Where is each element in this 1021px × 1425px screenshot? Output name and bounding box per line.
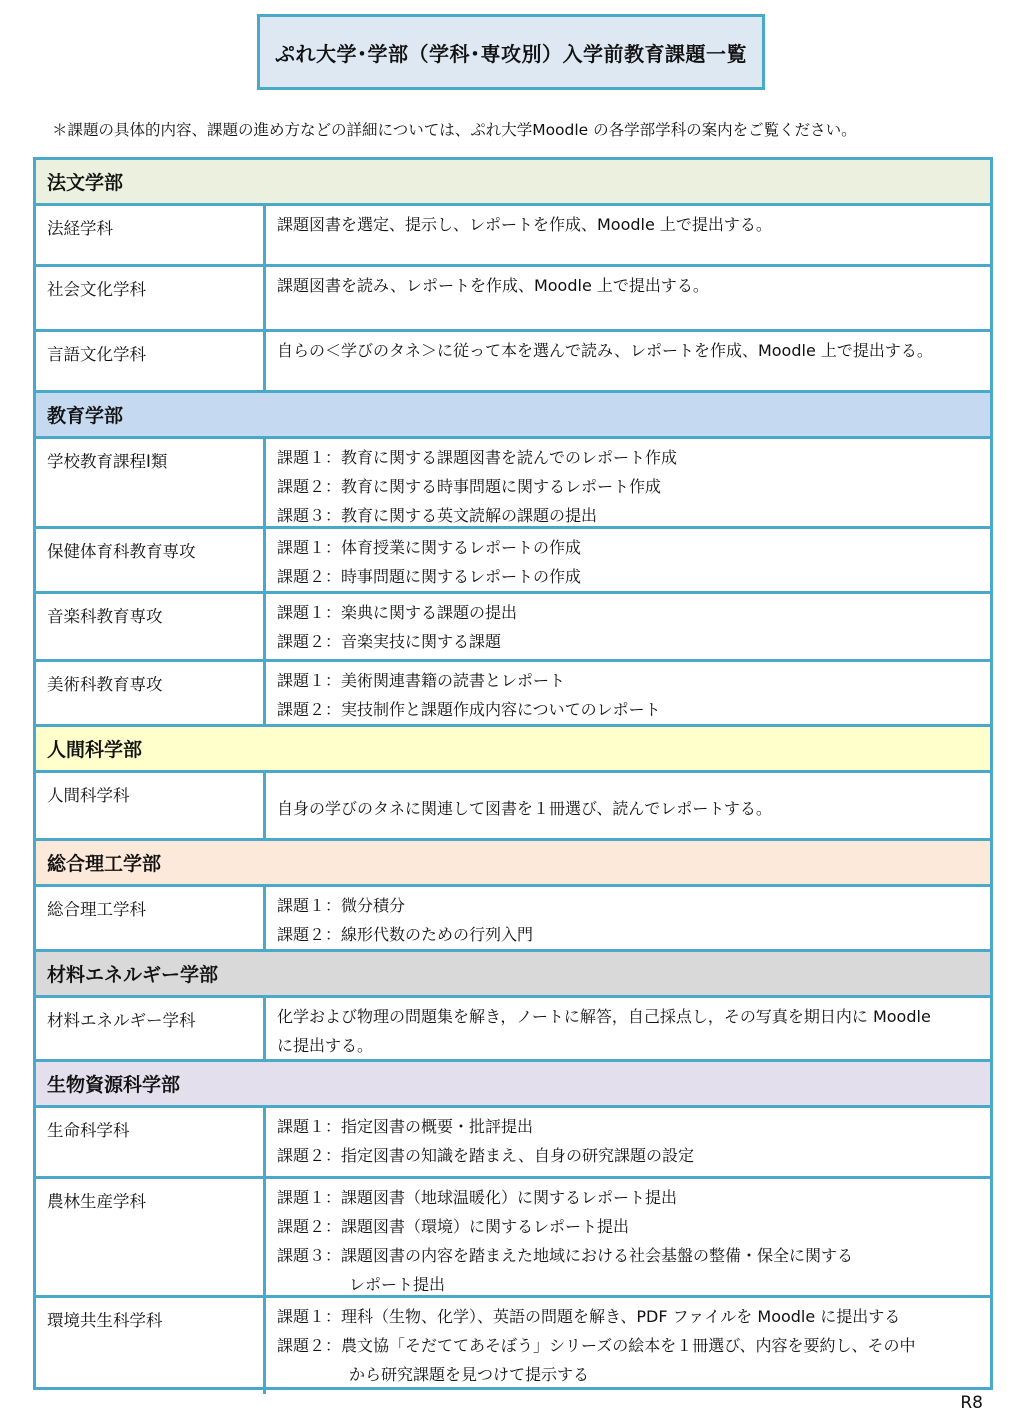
faculty-header: 人間科学部	[36, 727, 990, 773]
department-task	[266, 887, 990, 949]
task-line: 課題１：理科（生物、化学）、英語の問題を解き、PDF ファイルを Moodle に提出する	[277, 1307, 901, 1326]
page-title: ぷれ大学･学部（学科･専攻別）入学前教育課題一覧	[257, 14, 765, 90]
department-name: 保健体育科教育専攻	[36, 529, 266, 591]
task-line: 自身の学びのタネに関連して図書を１冊選び、読んでレポートする。	[277, 799, 772, 818]
task-line: 課題２：線形代数のための行列入門	[277, 925, 534, 944]
faculty-header: 法文学部	[36, 160, 990, 206]
footer-code: R8	[960, 1393, 983, 1413]
task-line: 課題１：美術関連書籍の読書とレポート	[277, 671, 566, 690]
department-name: 環境共生科学科	[36, 1298, 266, 1394]
department-name: 農林生産学科	[36, 1179, 266, 1295]
task-line: 課題１：体育授業に関するレポートの作成	[277, 538, 582, 557]
department-name: 音楽科教育専攻	[36, 594, 266, 659]
task-line: 課題図書を選定、提示し、レポートを作成、Moodle 上で提出する。	[277, 215, 772, 234]
department-task	[266, 1298, 990, 1394]
task-line: 課題３：教育に関する英文読解の課題の提出	[277, 506, 598, 525]
task-line: 課題２：実技制作と課題作成内容についてのレポート	[277, 700, 661, 719]
department-task	[266, 1108, 990, 1176]
table-row	[36, 1298, 990, 1394]
task-line: 課題３：課題図書の内容を踏まえた地域における社会基盤の整備・保全に関する	[277, 1246, 854, 1265]
department-name: 材料エネルギー学科	[36, 998, 266, 1059]
task-line: 課題２：音楽実技に関する課題	[277, 632, 502, 651]
table-row	[36, 998, 990, 1062]
table-row	[36, 439, 990, 529]
task-line: から研究課題を見つけて提示する	[349, 1365, 590, 1384]
task-line: 課題２：課題図書（環境）に関するレポート提出	[277, 1217, 630, 1236]
table-row	[36, 773, 990, 841]
department-name: 学校教育課程Ⅰ類	[36, 439, 266, 526]
department-task	[266, 773, 990, 838]
department-name: 法経学科	[36, 206, 266, 264]
table-row	[36, 529, 990, 594]
faculty-header: 総合理工学部	[36, 841, 990, 887]
task-line: に提出する。	[277, 1036, 374, 1055]
assignment-table	[33, 157, 993, 1390]
department-name: 社会文化学科	[36, 267, 266, 329]
table-row	[36, 267, 990, 332]
department-name: 美術科教育専攻	[36, 662, 266, 724]
department-task	[266, 439, 990, 526]
task-line: 課題１：楽典に関する課題の提出	[277, 603, 518, 622]
task-line: 課題図書を読み、レポートを作成、Moodle 上で提出する。	[277, 276, 709, 295]
task-line: 課題２：時事問題に関するレポートの作成	[277, 567, 582, 586]
table-row	[36, 662, 990, 727]
page-note: ＊課題の具体的内容、課題の進め方などの詳細については、ぷれ大学Moodle の各学部学科の案内をご覧ください。	[52, 121, 857, 139]
faculty-header: 材料エネルギー学部	[36, 952, 990, 998]
department-task	[266, 267, 990, 329]
task-line: 課題２：指定図書の知識を踏まえ、自身の研究課題の設定	[277, 1146, 694, 1165]
department-task	[266, 1179, 990, 1295]
faculty-header: 教育学部	[36, 393, 990, 439]
task-line: 課題１：指定図書の概要・批評提出	[277, 1117, 534, 1136]
faculty-header: 生物資源科学部	[36, 1062, 990, 1108]
table-row	[36, 887, 990, 952]
department-task	[266, 662, 990, 724]
task-line: 自らの＜学びのタネ＞に従って本を選んで読み、レポートを作成、Moodle 上で提出する。	[277, 341, 933, 360]
task-line: 課題１：課題図書（地球温暖化）に関するレポート提出	[277, 1188, 678, 1207]
task-line: 化学および物理の問題集を解き，ノートに解答，自己採点し，その写真を期日内に Moodle	[277, 1007, 931, 1026]
table-row	[36, 1108, 990, 1179]
department-name: 人間科学科	[36, 773, 266, 838]
department-name: 総合理工学科	[36, 887, 266, 949]
department-task	[266, 332, 990, 390]
task-line: 課題１：微分積分	[277, 896, 406, 915]
table-row	[36, 332, 990, 393]
task-line: 課題２：教育に関する時事問題に関するレポート作成	[277, 477, 662, 496]
department-name: 生命科学科	[36, 1108, 266, 1176]
task-line: 課題１：教育に関する課題図書を読んでのレポート作成	[277, 448, 678, 467]
table-row	[36, 1179, 990, 1298]
table-row	[36, 206, 990, 267]
department-task	[266, 998, 990, 1059]
department-name: 言語文化学科	[36, 332, 266, 390]
department-task	[266, 594, 990, 659]
task-line: 課題２：農文協「そだててあそぼう」シリーズの絵本を１冊選び、内容を要約し、その中	[277, 1336, 916, 1355]
table-row	[36, 594, 990, 662]
department-task	[266, 206, 990, 264]
department-task	[266, 529, 990, 591]
task-line: レポート提出	[349, 1275, 446, 1294]
